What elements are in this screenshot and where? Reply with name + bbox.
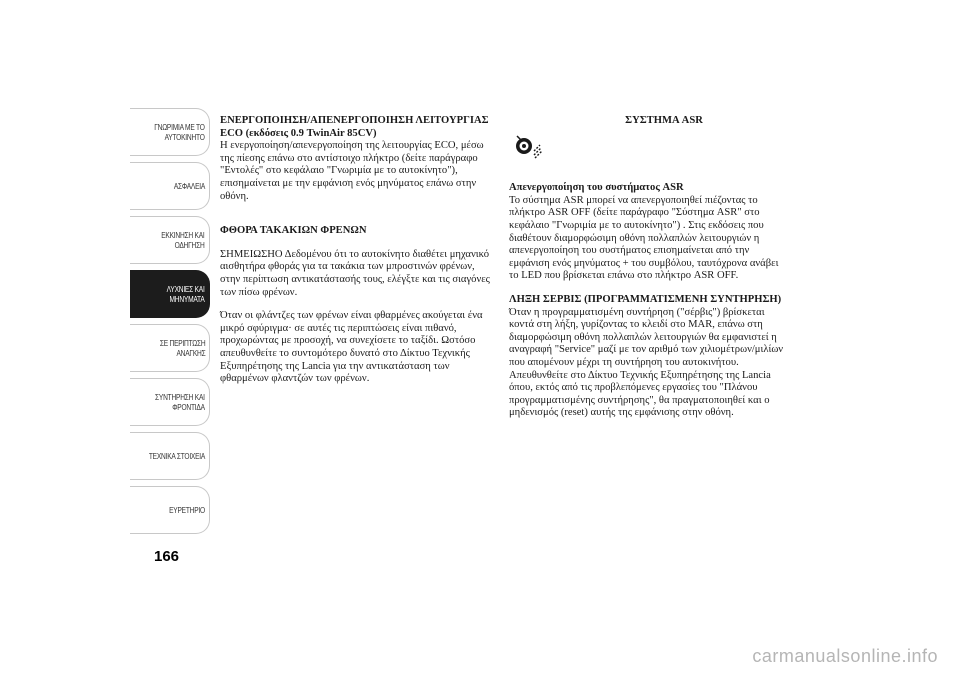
- tab-label: ΓΝΩΡΙΜΙΑ ΜΕ ΤΟ ΑΥΤΟΚΙΝΗΤΟ: [154, 122, 205, 142]
- eco-heading: ΕΝΕΡΓΟΠΟΙΗΣΗ/ΑΠΕΝΕΡΓΟΠΟΙΗΣΗ ΛΕΙΤΟΥΡΓΙΑΣ ECO (εκδόσεις 0.9 TwinAir 85CV): [220, 115, 489, 139]
- tab-maintenance-care[interactable]: [130, 378, 210, 426]
- asr-paragraph: Το σύστημα ASR μπορεί να απενεργοποιηθεί πιέζοντας το πλήκτρο ASR OFF (δείτε παράγραφο "Σύστημα ASR" στο κεφάλαιο "Γνωριμία με το αυτοκίνητο") . Στις εκδόσεις που διαθέτουν διαμορφώσιμη οθόνη πολλαπλών λειτουργιών η απενεργοποίηση του συστήματος επισημαίνεται από την εμφάνιση ενός μηνύματος + του συμβόλου, ταυτόχρονα ανάβει το LED που βρίσκεται επάνω στο πλήκτρο ASR OFF.: [509, 194, 779, 282]
- tab-safety[interactable]: [130, 162, 210, 210]
- tab-getting-to-know-car[interactable]: [130, 108, 210, 156]
- tab-label: ΣΕ ΠΕΡΙΠΤΩΣΗ ΑΝΑΓΚΗΣ: [159, 338, 205, 358]
- brake-note: ΣΗΜΕΙΩΣΗΟ Δεδομένου ότι το αυτοκίνητο διαθέτει μηχανικό αισθητήρα φθοράς για τα τακάκια των μπροστινών φρένων, στην περίπτωση αντικατάστασής τους, ελέγξτε και τις σιαγόνες των πίσω φρένων.: [220, 248, 490, 298]
- brake-paragraph: Όταν οι φλάντζες των φρένων είναι φθαρμένες ακούγεται ένα μικρό σφύριγμα· σε αυτές τις περιπτώσεις είναι πιθανό, προχωρώντας με προσοχή, να συνεχίσετε το ταξίδι. Ωστόσο απευθυνθείτε το συντομότερο δυνατό στο Δίκτυο Τεχνικής Εξυπηρέτησης της Lancia για την αντικατάσταση των φθαρμένων φλαντζών των φρένων.: [220, 310, 483, 385]
- eco-paragraph: Η ενεργοποίηση/απενεργοποίηση της λειτουργίας ECO, μέσω της πίεσης επάνω στο αντίστοιχο πλήκτρο (δείτε παράγραφο "Εντολές" στο κεφάλαιο "Γνωριμία με το αυτοκίνητο"), επισημαίνεται με την εμφάνιση ενός μηνύματος επάνω στην οθόνη.: [220, 140, 484, 202]
- brake-heading: ΦΘΟΡΑ ΤΑΚΑΚΙΩΝ ΦΡΕΝΩΝ: [220, 225, 367, 237]
- chapter-tabs: [130, 108, 210, 540]
- tab-emergency[interactable]: [130, 324, 210, 372]
- tab-label: ΑΣΦΑΛΕΙΑ: [173, 181, 205, 191]
- watermark: carmanualsonline.info: [752, 646, 938, 666]
- tab-index[interactable]: [130, 486, 210, 534]
- asr-section-title: ΣΥΣΤΗΜΑ ASR: [625, 115, 703, 126]
- service-paragraph: Όταν η προγραμματισμένη συντήρηση ("σέρβις") βρίσκεται κοντά στη λήξη, γυρίζοντας το κλειδί στο MAR, επάνω στη διαμορφώσιμη οθόνη πολλαπλών λειτουργιών θα εμφανιστεί η αναγραφή "Service" μαζί με τον αριθμό των χιλιομέτρων/μιλίων που απομένουν μέχρι τη συντήρηση του αυτοκινήτου. Απευθυνθείτε στο Δίκτυο Τεχνικής Εξυπηρέτησης της Lancia όπου, εκτός από τις προβλεπόμενες εργασίες του "Πλάνου προγραμματισμένης συντήρησης", θα πραγματοποιηθεί και ο μηδενισμός (reset) αυτής της εμφάνισης στην οθόνη.: [509, 306, 784, 419]
- tab-label: ΕΚΚΙΝΗΣΗ ΚΑΙ ΟΔΗΓΗΣΗ: [161, 230, 205, 250]
- service-heading: ΛΗΞΗ ΣΕΡΒΙΣ (ΠΡΟΓΡΑΜΜΑΤΙΣΜΕΝΗ ΣΥΝΤΗΡΗΣΗ): [509, 293, 782, 305]
- tab-warning-lights-messages[interactable]: [130, 270, 210, 318]
- tab-label: ΕΥΡΕΤΗΡΙΟ: [169, 505, 205, 515]
- left-column: [220, 115, 492, 397]
- asr-warning-icon: [513, 134, 543, 160]
- page-number: 166: [154, 548, 180, 565]
- right-column: [509, 115, 784, 431]
- tab-label: ΤΕΧΝΙΚΑ ΣΤΟΙΧΕΙΑ: [148, 451, 205, 461]
- asr-heading: Απενεργοποίηση του συστήματος ASR: [509, 182, 684, 194]
- tab-label: ΛΥΧΝΙΕΣ ΚΑΙ ΜΗΝΥΜΑΤΑ: [167, 284, 205, 304]
- tab-technical-data[interactable]: [130, 432, 210, 480]
- tab-starting-driving[interactable]: [130, 216, 210, 264]
- tab-label: ΣΥΝΤΗΡΗΣΗ ΚΑΙ ΦΡΟΝΤΙΔΑ: [155, 392, 205, 412]
